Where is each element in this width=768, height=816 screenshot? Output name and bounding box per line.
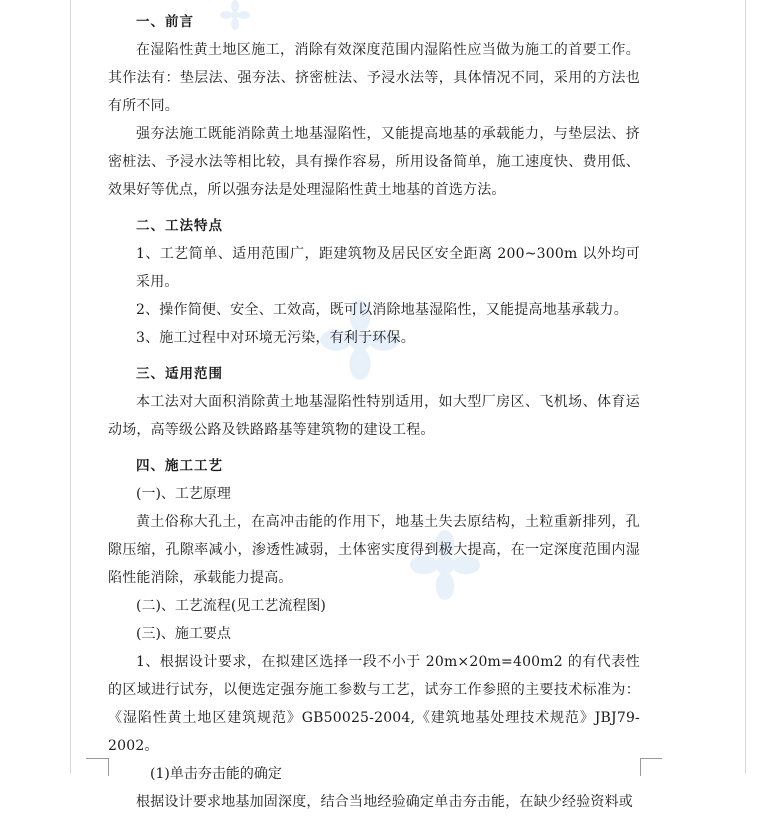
paragraph: 根据设计要求地基加固深度，结合当地经验确定单击夯击能，在缺少经验资料或 — [136, 794, 633, 810]
paragraph: 1、根据设计要求，在拟建区选择一段不小于 20m×20m=400m2 的有代表性的区域进行试夯，以便选定强夯施工参数与工艺，试夯工作参照的主要技术标准为：《湿陷性黄土地区建筑规范》GB50025-2004,《建筑地基处理技术规范》JBJ79-2002。 — [108, 654, 640, 754]
subsection-heading: (二)、工艺流程(见工艺流程图) — [136, 598, 326, 614]
section-heading: 三、适用范围 — [136, 366, 223, 382]
list-item: 1、工艺简单、适用范围广，距建筑物及居民区安全距离 200~300m 以外均可采用。 — [136, 246, 640, 290]
paragraph: 本工法对大面积消除黄土地基湿陷性特别适用，如大型厂房区、飞机场、体育运动场，高等级公路及铁路路基等建筑物的建设工程。 — [108, 394, 640, 438]
subsection-heading: (一)、工艺原理 — [136, 486, 231, 502]
section-heading: 四、施工工艺 — [136, 458, 223, 474]
paragraph: 黄土俗称大孔土，在高冲击能的作用下，地基土失去原结构，土粒重新排列，孔隙压缩，孔隙率减小，渗透性减弱，土体密实度得到极大提高，在一定深度范围内湿陷性能消除，承载能力提高。 — [108, 514, 640, 586]
list-item: 2、操作简便、安全、工效高，既可以消除地基湿陷性，又能提高地基承载力。 — [136, 302, 628, 318]
paragraph: 在湿陷性黄土地区施工，消除有效深度范围内湿陷性应当做为施工的首要工作。其作法有：垫层法、强夯法、挤密桩法、予浸水法等，具体情况不同，采用的方法也有所不同。 — [108, 42, 640, 114]
section-heading: 一、前言 — [136, 14, 194, 30]
subsection-heading: (三)、施工要点 — [136, 626, 231, 642]
document-body — [108, 8, 640, 816]
crop-mark-bottom-right — [640, 758, 662, 759]
list-item: 3、施工过程中对环境无污染，有利于环保。 — [136, 330, 415, 346]
subsection-heading: (1)单击夯击能的确定 — [150, 766, 282, 782]
paragraph: 强夯法施工既能消除黄土地基湿陷性，又能提高地基的承载能力，与垫层法、挤密桩法、予浸水法等相比较，具有操作容易，所用设备简单，施工速度快、费用低、效果好等优点，所以强夯法是处理湿陷性黄土地基的首选方法。 — [108, 126, 640, 198]
crop-mark-bottom-left — [86, 758, 108, 759]
crop-mark-bottom-right-v — [640, 758, 641, 776]
right-margin-line — [745, 0, 746, 774]
left-margin-line — [70, 0, 71, 774]
section-heading: 二、工法特点 — [136, 218, 223, 234]
